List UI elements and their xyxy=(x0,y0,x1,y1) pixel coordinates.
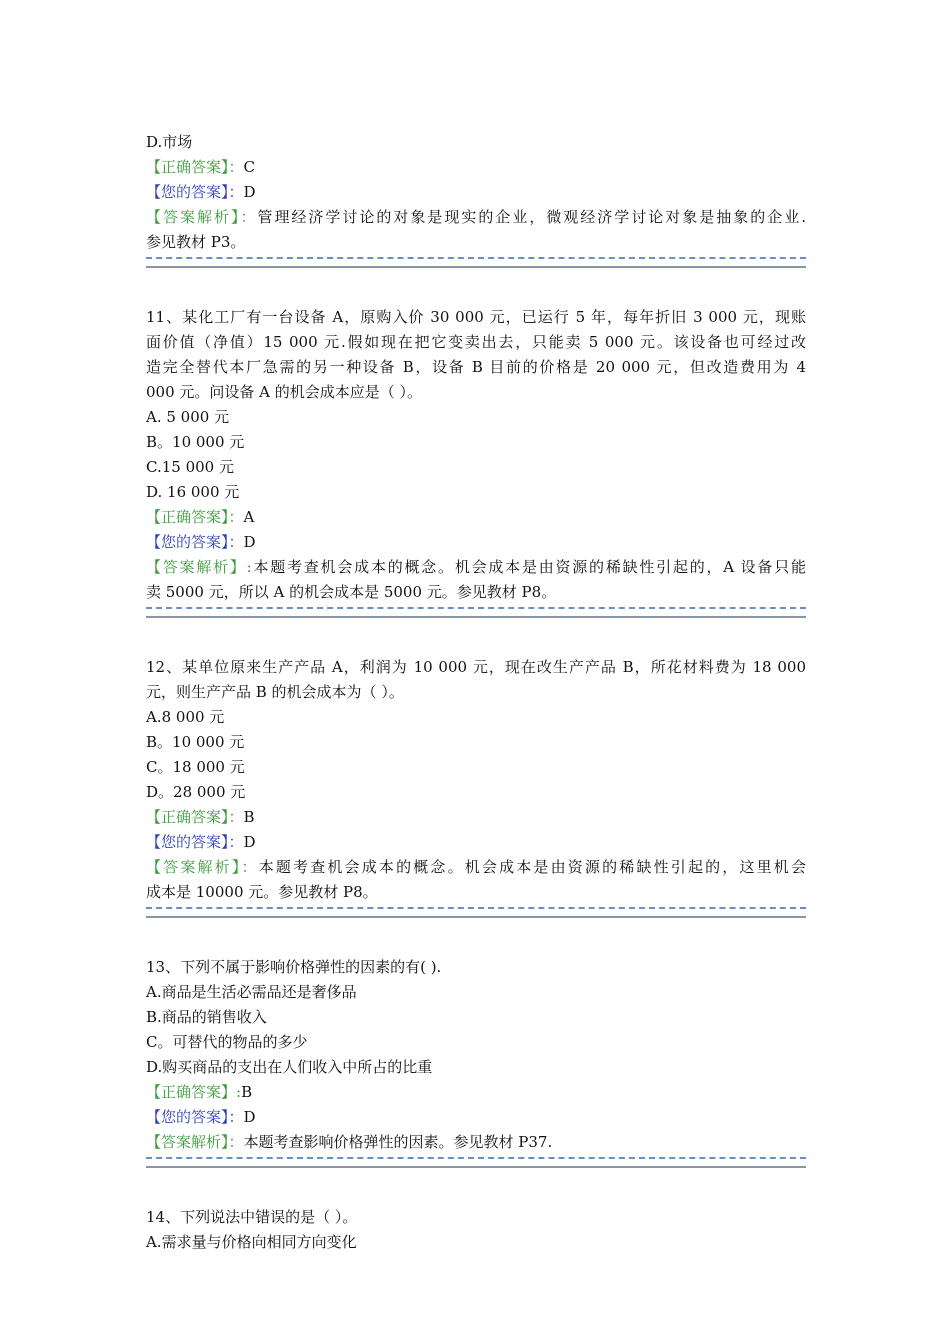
option-c: C。可替代的物品的多少 xyxy=(146,1033,308,1051)
correct-answer-label: 【正确答案】 xyxy=(146,808,229,826)
option-a: A.需求量与价格向相同方向变化 xyxy=(146,1233,357,1251)
question-text: 13、下列不属于影响价格弹性的因素的有( ). xyxy=(146,958,442,976)
question-list xyxy=(146,130,806,1255)
option-a: A.8 000 元 xyxy=(146,708,225,726)
your-answer-value: D xyxy=(243,533,256,551)
your-answer-row: 【您的答案】：D xyxy=(146,833,256,851)
your-answer-label: 【您的答案】 xyxy=(146,533,229,551)
analysis-text: 本题考查机会成本的概念。机会成本是由资源的稀缺性引起的，这里机会 xyxy=(258,858,806,876)
analysis-text: 本题考查影响价格弹性的因素。参见教材 P37. xyxy=(243,1133,553,1151)
correct-answer-row: 【正确答案】：C xyxy=(146,158,256,176)
separator xyxy=(146,607,806,618)
analysis-text: 管理经济学讨论的对象是现实的企业，微观经济学讨论对象是抽象的企业. xyxy=(257,208,806,226)
your-answer-row: 【您的答案】：D xyxy=(146,1108,256,1126)
option-d: D。28 000 元 xyxy=(146,783,246,801)
separator xyxy=(146,257,806,268)
separator xyxy=(146,1157,806,1168)
option-b: B.商品的销售收入 xyxy=(146,1008,267,1026)
option-d: D.购买商品的支出在人们收入中所占的比重 xyxy=(146,1058,433,1076)
question-block-12 xyxy=(146,655,806,918)
analysis-label: 【答案解析】 xyxy=(146,558,247,576)
correct-answer-value: B xyxy=(243,808,255,826)
option-c: C.15 000 元 xyxy=(146,458,234,476)
your-answer-row: 【您的答案】：D xyxy=(146,533,256,551)
option-d: D. 16 000 元 xyxy=(146,483,240,501)
question-block-14 xyxy=(146,1205,806,1255)
your-answer-value: D xyxy=(243,1108,256,1126)
analysis-text-cont: 参见教材 P3。 xyxy=(146,233,246,251)
question-block-11 xyxy=(146,305,806,618)
analysis-text-cont: 成本是 10000 元。参见教材 P8。 xyxy=(146,883,378,901)
your-answer-value: D xyxy=(243,183,256,201)
correct-answer-label: 【正确答案】 xyxy=(146,508,229,526)
your-answer-value: D xyxy=(243,833,256,851)
analysis-text: 本题考查机会成本的概念。机会成本是由资源的稀缺性引起的，A 设备只能 xyxy=(251,558,806,576)
question-block-10 xyxy=(146,130,806,268)
correct-answer-row: 【正确答案】：A xyxy=(146,508,255,526)
question-text: 元，则生产产品 B 的机会成本为（ ）。 xyxy=(146,683,404,701)
correct-answer-value: B xyxy=(241,1083,253,1101)
analysis-label: 【答案解析】 xyxy=(146,858,242,876)
option-d: D.市场 xyxy=(146,133,193,151)
question-text: 14、下列说法中错误的是（ ）。 xyxy=(146,1208,358,1226)
correct-answer-row: 【正确答案】:B xyxy=(146,1083,253,1101)
option-a: A. 5 000 元 xyxy=(146,408,230,426)
correct-answer-label: 【正确答案】 xyxy=(146,158,229,176)
question-block-13 xyxy=(146,955,806,1168)
analysis-row: 【答案解析】：管理经济学讨论的对象是现实的企业，微观经济学讨论对象是抽象的企业. xyxy=(146,208,806,226)
your-answer-label: 【您的答案】 xyxy=(146,183,229,201)
analysis-text-cont: 卖 5000 元，所以 A 的机会成本是 5000 元。参见教材 P8。 xyxy=(146,583,557,601)
question-text: 12、某单位原来生产产品 A，利润为 10 000 元，现在改生产产品 B，所花材料费为 18 000 xyxy=(146,658,806,676)
separator xyxy=(146,907,806,918)
question-text: 造完全替代本厂急需的另一种设备 B，设备 B 目前的价格是 20 000 元，但改造费用为 4 xyxy=(146,358,806,376)
your-answer-row: 【您的答案】：D xyxy=(146,183,256,201)
analysis-label: 【答案解析】 xyxy=(146,1133,229,1151)
option-c: C。18 000 元 xyxy=(146,758,245,776)
analysis-row: 【答案解析】：本题考查机会成本的概念。机会成本是由资源的稀缺性引起的，这里机会 xyxy=(146,858,806,876)
option-b: B。10 000 元 xyxy=(146,733,245,751)
option-b: B。10 000 元 xyxy=(146,433,245,451)
question-text: 面价值（净值）15 000 元.假如现在把它变卖出去，只能卖 5 000 元。该设备也可经过改 xyxy=(146,333,806,351)
option-a: A.商品是生活必需品还是奢侈品 xyxy=(146,983,357,1001)
correct-answer-value: A xyxy=(243,508,255,526)
correct-answer-label: 【正确答案】 xyxy=(146,1083,237,1101)
your-answer-label: 【您的答案】 xyxy=(146,833,229,851)
your-answer-label: 【您的答案】 xyxy=(146,1108,229,1126)
analysis-row: 【答案解析】:本题考查机会成本的概念。机会成本是由资源的稀缺性引起的，A 设备只能 xyxy=(146,558,806,576)
correct-answer-row: 【正确答案】：B xyxy=(146,808,255,826)
question-text: 11、某化工厂有一台设备 A，原购入价 30 000 元，已运行 5 年，每年折旧 3 000 元，现账 xyxy=(146,308,806,326)
question-text: 000 元。问设备 A 的机会成本应是（ ）。 xyxy=(146,383,423,401)
correct-answer-value: C xyxy=(243,158,256,176)
analysis-label: 【答案解析】 xyxy=(146,208,241,226)
analysis-row: 【答案解析】：本题考查影响价格弹性的因素。参见教材 P37. xyxy=(146,1133,553,1151)
